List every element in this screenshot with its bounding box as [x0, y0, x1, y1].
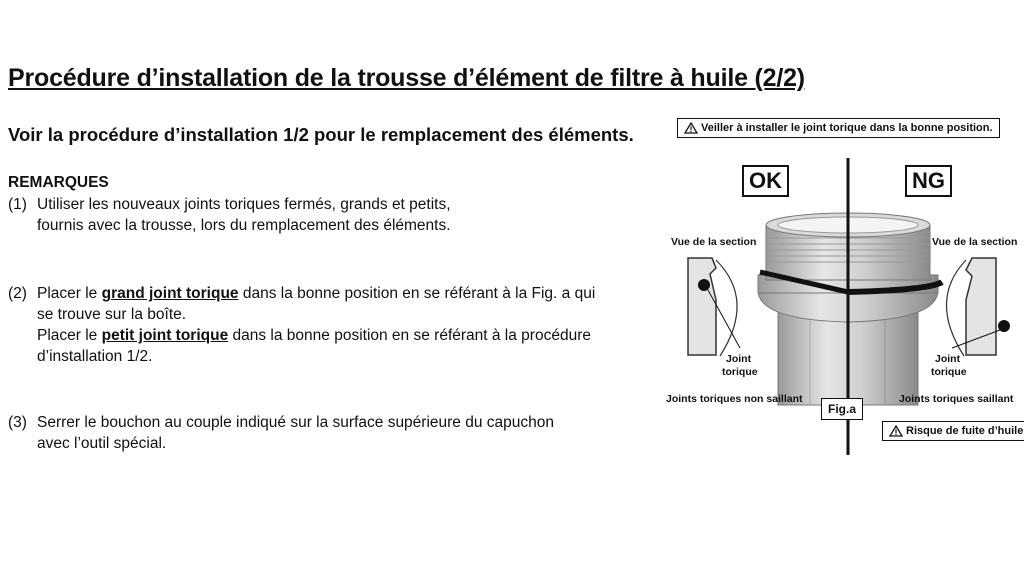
remark-item-1	[8, 194, 648, 236]
section-view-label-right: Vue de la section	[932, 236, 1018, 248]
remarks-heading: REMARQUES	[8, 174, 109, 191]
ok-label: OK	[742, 165, 789, 197]
warning-note-leak	[882, 421, 1024, 441]
item-line	[37, 325, 648, 346]
warning-text: Risque de fuite d’huile	[906, 425, 1024, 437]
oring-label-left-1: Joint	[726, 353, 752, 365]
emphasis-large-oring: grand joint torique	[101, 285, 239, 302]
oring-label-right-1: Joint	[935, 353, 961, 365]
item-line: fournis avec la trousse, lors du remplacement des éléments.	[37, 217, 451, 234]
item-text: Placer le	[37, 285, 102, 302]
item-line: se trouve sur la boîte.	[37, 306, 187, 323]
item-text: Placer le	[37, 327, 102, 344]
caption-right: Joints toriques saillant	[899, 393, 1014, 405]
item-line: avec l’outil spécial.	[37, 435, 167, 452]
item-line	[37, 283, 648, 304]
oring-label-right-2: torique	[931, 366, 967, 378]
item-text: dans la bonne position en se référant à la Fig. a qui	[238, 285, 596, 302]
item-number: (3)	[8, 414, 27, 431]
warning-note-position	[677, 118, 1000, 138]
item-line: Utiliser les nouveaux joints toriques fermés, grands et petits,	[37, 196, 451, 213]
remark-item-3	[8, 412, 648, 454]
item-line: Serrer le bouchon au couple indiqué sur la surface supérieure du capuchon	[37, 414, 555, 431]
caption-left: Joints toriques non saillant	[666, 393, 803, 405]
warning-triangle-icon	[684, 122, 698, 134]
item-line: d’installation 1/2.	[37, 348, 153, 365]
item-number: (1)	[8, 196, 27, 213]
remark-item-2	[8, 283, 648, 367]
emphasis-small-oring: petit joint torique	[101, 327, 229, 344]
item-number: (2)	[8, 285, 27, 302]
oring-label-left-2: torique	[722, 366, 758, 378]
page-title: Procédure d’installation de la trousse d’élément de filtre à huile (2/2)	[8, 64, 805, 92]
section-view-label-left: Vue de la section	[671, 236, 757, 248]
warning-triangle-icon	[889, 425, 903, 437]
warning-text: Veiller à installer le joint torique dans la bonne position.	[701, 122, 993, 134]
subtitle: Voir la procédure d’installation 1/2 pour le remplacement des éléments.	[8, 124, 634, 145]
figure-label: Fig.a	[821, 398, 863, 420]
ng-label: NG	[905, 165, 952, 197]
item-text: dans la bonne position en se référant à la procédure	[228, 327, 591, 344]
